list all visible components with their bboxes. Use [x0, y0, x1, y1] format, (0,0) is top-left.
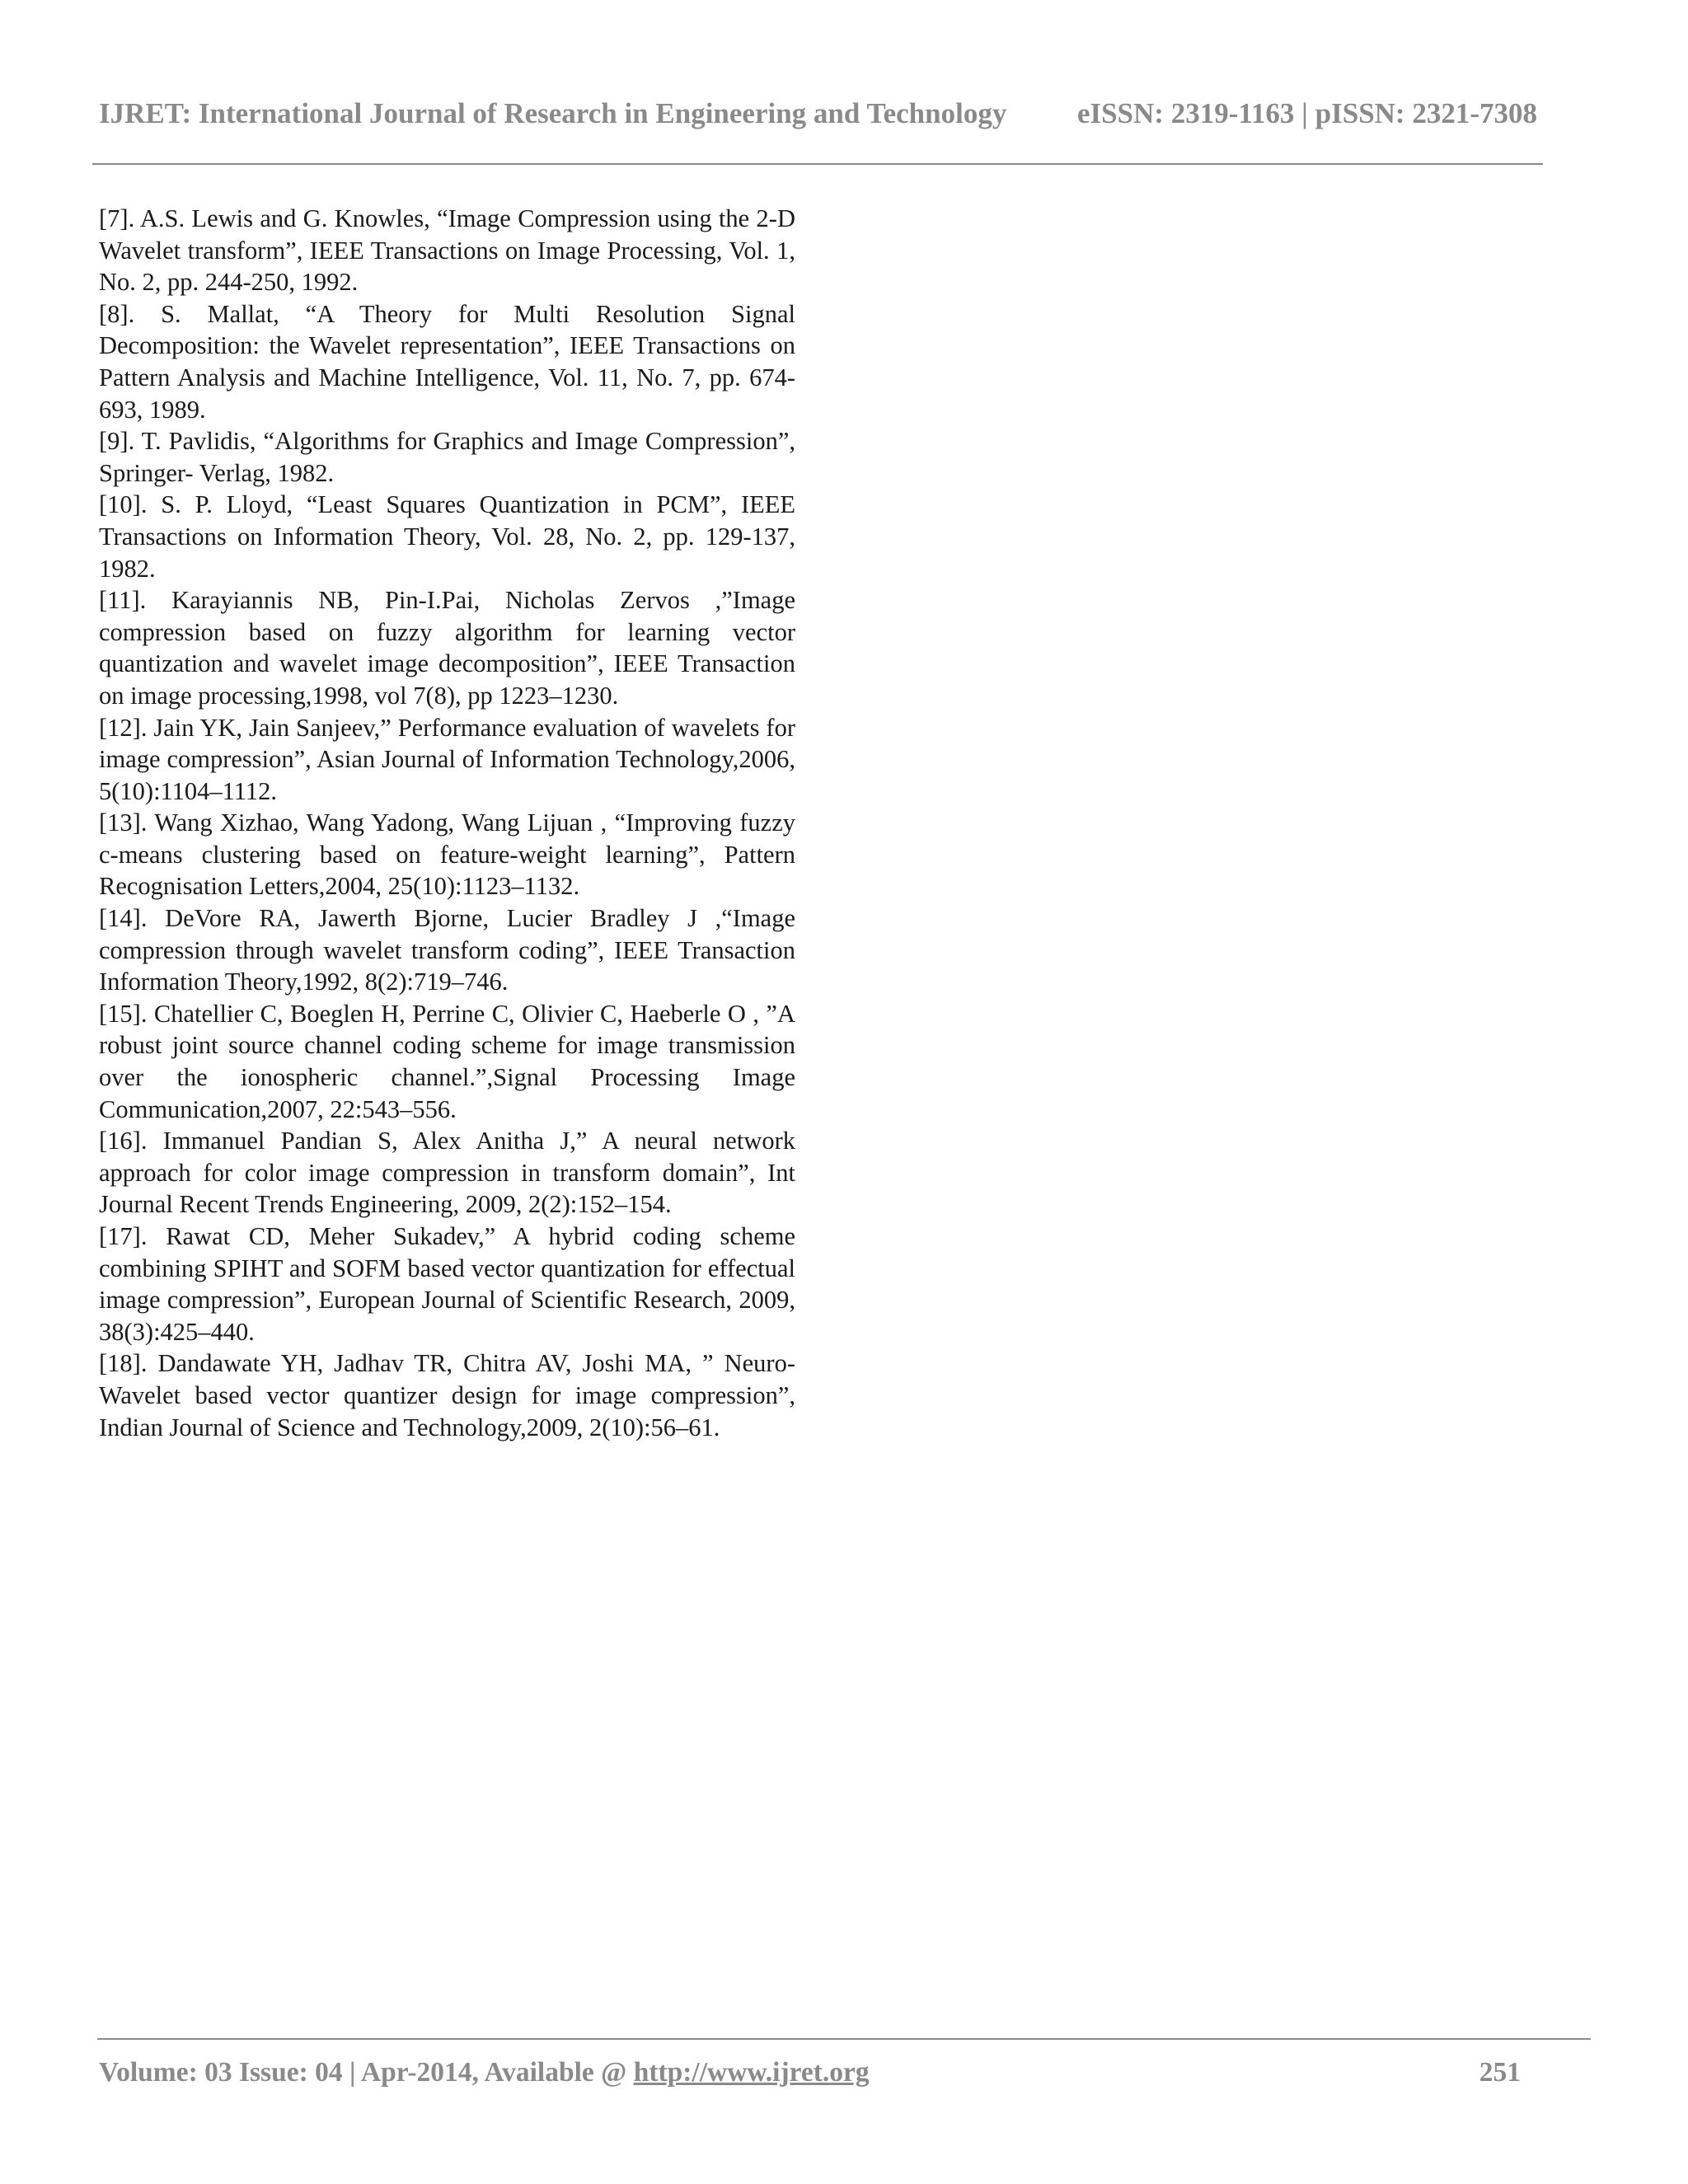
reference-item: [14]. DeVore RA, Jawerth Bjorne, Lucier Bradley J ,“Image compression through wavelet transform coding”, IEEE Transaction Information Theory,1992, 8(2):719–746.: [99, 904, 795, 996]
reference-item: [7]. A.S. Lewis and G. Knowles, “Image Compression using the 2-D Wavelet transform”, IEEE Transactions on Image Processing, Vol. 1, No. 2, pp. 244-250, 1992.: [99, 204, 795, 297]
footer-divider: [97, 2038, 1591, 2040]
reference-item: [18]. Dandawate YH, Jadhav TR, Chitra AV, Joshi MA, ” Neuro-Wavelet based vector quantizer design for image compression”, Indian Journal of Science and Technology,2009, 2(10):56–61.: [99, 1349, 795, 1441]
journal-website-link[interactable]: http://www.ijret.org: [633, 2057, 870, 2088]
reference-item: [13]. Wang Xizhao, Wang Yadong, Wang Lijuan , “Improving fuzzy c-means clustering based on feature-weight learning”, Pattern Recognisation Letters,2004, 25(10):1123–1132.: [99, 808, 795, 901]
issn-info: eISSN: 2319-1163 | pISSN: 2321-7308: [1076, 97, 1537, 129]
reference-item: [17]. Rawat CD, Meher Sukadev,” A hybrid coding scheme combining SPIHT and SOFM based vector quantization for effectual image compression”, European Journal of Scientific Research, 2009, 38(3):425–440.: [99, 1222, 795, 1346]
footer-volume-info: [99, 2057, 870, 2088]
reference-item: [16]. Immanuel Pandian S, Alex Anitha J,” A neural network approach for color image compression in transform domain”, Int Journal Recent Trends Engineering, 2009, 2(2):152–154.: [99, 1127, 795, 1219]
reference-item: [9]. T. Pavlidis, “Algorithms for Graphics and Image Compression”, Springer- Verlag, 1982.: [99, 427, 795, 487]
reference-item: [10]. S. P. Lloyd, “Least Squares Quantization in PCM”, IEEE Transactions on Information Theory, Vol. 28, No. 2, pp. 129-137, 1982.: [99, 490, 795, 583]
references-list: [99, 203, 795, 1443]
reference-item: [15]. Chatellier C, Boeglen H, Perrine C, Olivier C, Haeberle O , ”A robust joint source channel coding scheme for image transmission over the ionospheric channel.”,Signal Processing Image Communication,2007, 22:543–556.: [99, 999, 795, 1123]
reference-item: [12]. Jain YK, Jain Sanjeev,” Performance evaluation of wavelets for image compression”, Asian Journal of Information Technology,2006, 5(10):1104–1112.: [99, 713, 795, 805]
running-footer: [99, 2057, 1521, 2098]
page-number: 251: [1479, 2057, 1521, 2088]
header-divider: [92, 163, 1543, 165]
reference-item: [11]. Karayiannis NB, Pin-I.Pai, Nicholas Zervos ,”Image compression based on fuzzy algorithm for learning vector quantization and wavelet image decomposition”, IEEE Transaction on image processing,1998, vol 7(8), pp 1223–1230.: [99, 586, 795, 710]
footer-volume-text: Volume: 03 Issue: 04 | Apr-2014, Available @: [99, 2057, 634, 2088]
reference-item: [8]. S. Mallat, “A Theory for Multi Resolution Signal Decomposition: the Wavelet representation”, IEEE Transactions on Pattern Analysis and Machine Intelligence, Vol. 11, No. 7, pp. 674-693, 1989.: [99, 299, 795, 424]
running-header: [99, 97, 1537, 138]
journal-title: IJRET: International Journal of Research in Engineering and Technology: [99, 97, 1007, 129]
